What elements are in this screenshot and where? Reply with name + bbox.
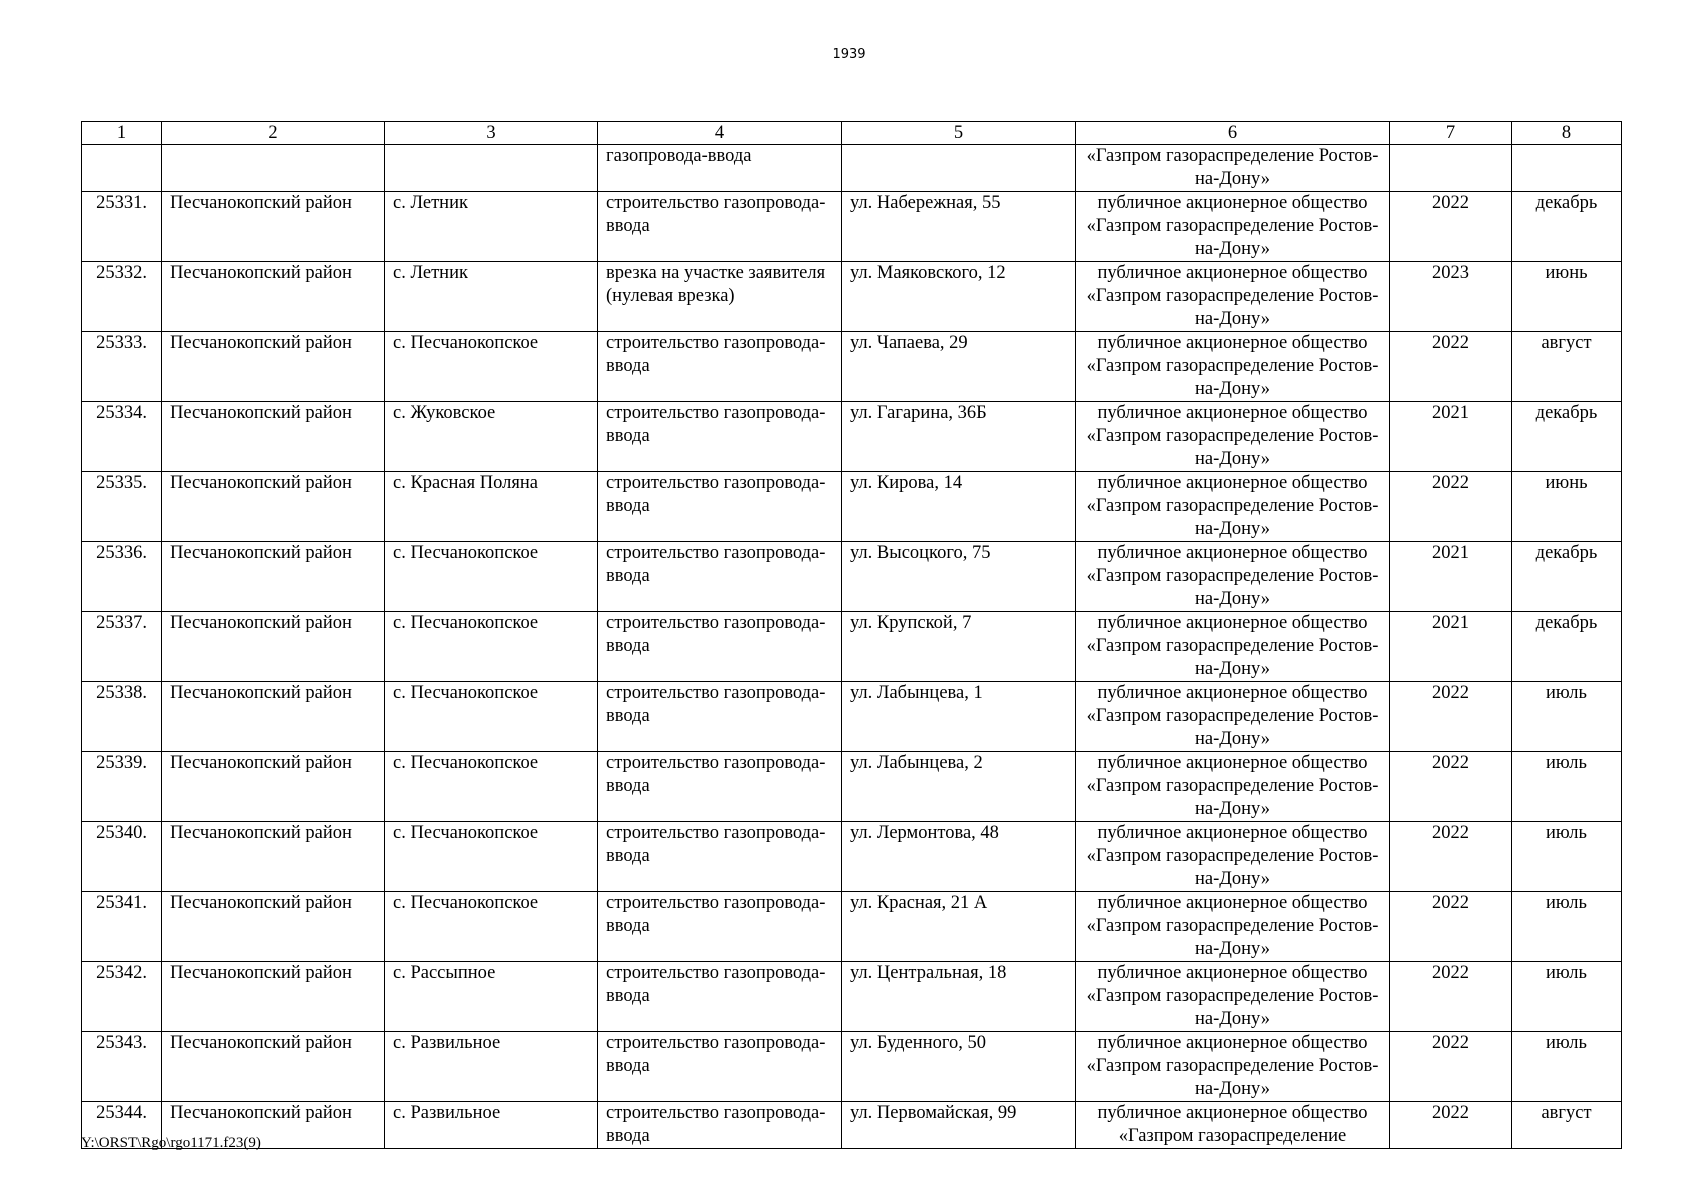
cell-address: ул. Красная, 21 А: [842, 892, 1076, 962]
cell-empty: [385, 145, 598, 192]
cell-locality: с. Рассыпное: [385, 962, 598, 1032]
cell-month: июнь: [1512, 262, 1622, 332]
table-row: [82, 892, 1622, 962]
cell-month: июль: [1512, 962, 1622, 1032]
cell-month: июль: [1512, 1032, 1622, 1102]
cell-number: 25334.: [82, 402, 162, 472]
cell-month: декабрь: [1512, 612, 1622, 682]
cell-year: 2021: [1390, 402, 1512, 472]
table-row: [82, 752, 1622, 822]
footer-file-path: Y:\ORST\Rgo\rgo1171.f23(9): [81, 1135, 261, 1151]
cell-district: Песчанокопский район: [162, 822, 385, 892]
cell-year: 2022: [1390, 332, 1512, 402]
table-row: [82, 192, 1622, 262]
cell-address: ул. Крупской, 7: [842, 612, 1076, 682]
continued-row: [82, 145, 1622, 192]
cell-work: строительство газопровода-ввода: [598, 822, 842, 892]
cell-org: публичное акционерное общество «Газпром газораспределение Ростов-на-Дону»: [1076, 542, 1390, 612]
cell-work: строительство газопровода-ввода: [598, 1032, 842, 1102]
column-header: 7: [1390, 122, 1512, 145]
cell-year: 2022: [1390, 822, 1512, 892]
cell-address: ул. Лабынцева, 2: [842, 752, 1076, 822]
table-row: [82, 1032, 1622, 1102]
cell-work: газопровода-ввода: [598, 145, 842, 192]
cell-org: публичное акционерное общество «Газпром газораспределение Ростов-на-Дону»: [1076, 962, 1390, 1032]
cell-month: июль: [1512, 892, 1622, 962]
cell-year: 2022: [1390, 192, 1512, 262]
gas-connection-table: [81, 121, 1622, 1149]
cell-locality: с. Песчанокопское: [385, 542, 598, 612]
column-header: 2: [162, 122, 385, 145]
table-row: [82, 1102, 1622, 1149]
cell-locality: с. Красная Поляна: [385, 472, 598, 542]
cell-org: публичное акционерное общество «Газпром газораспределение Ростов-на-Дону»: [1076, 402, 1390, 472]
cell-number: 25343.: [82, 1032, 162, 1102]
column-header: 1: [82, 122, 162, 145]
cell-year: 2022: [1390, 472, 1512, 542]
cell-year: 2022: [1390, 962, 1512, 1032]
cell-district: Песчанокопский район: [162, 542, 385, 612]
column-header: 3: [385, 122, 598, 145]
cell-locality: с. Развильное: [385, 1032, 598, 1102]
cell-year: 2021: [1390, 612, 1512, 682]
cell-empty: [162, 145, 385, 192]
table-row: [82, 612, 1622, 682]
column-header: 6: [1076, 122, 1390, 145]
cell-district: Песчанокопский район: [162, 192, 385, 262]
cell-number: 25331.: [82, 192, 162, 262]
cell-month: июль: [1512, 752, 1622, 822]
table-row: [82, 682, 1622, 752]
cell-district: Песчанокопский район: [162, 472, 385, 542]
cell-org: публичное акционерное общество «Газпром газораспределение Ростов-на-Дону»: [1076, 752, 1390, 822]
cell-district: Песчанокопский район: [162, 612, 385, 682]
cell-org: публичное акционерное общество «Газпром газораспределение Ростов-на-Дону»: [1076, 682, 1390, 752]
cell-locality: с. Жуковское: [385, 402, 598, 472]
column-number-row: [82, 122, 1622, 145]
table-row: [82, 332, 1622, 402]
cell-year: 2021: [1390, 542, 1512, 612]
table-row: [82, 822, 1622, 892]
cell-address: ул. Гагарина, 36Б: [842, 402, 1076, 472]
cell-address: ул. Высоцкого, 75: [842, 542, 1076, 612]
cell-locality: с. Песчанокопское: [385, 822, 598, 892]
cell-empty: [82, 145, 162, 192]
cell-month: декабрь: [1512, 542, 1622, 612]
cell-year: 2023: [1390, 262, 1512, 332]
cell-district: Песчанокопский район: [162, 262, 385, 332]
cell-empty: [1512, 145, 1622, 192]
cell-district: Песчанокопский район: [162, 1032, 385, 1102]
cell-number: 25335.: [82, 472, 162, 542]
cell-locality: с. Песчанокопское: [385, 892, 598, 962]
column-header: 5: [842, 122, 1076, 145]
cell-org: «Газпром газораспределение Ростов-на-Дону»: [1076, 145, 1390, 192]
cell-work: строительство газопровода-ввода: [598, 612, 842, 682]
cell-org: публичное акционерное общество «Газпром газораспределение Ростов-на-Дону»: [1076, 892, 1390, 962]
cell-locality: с. Песчанокопское: [385, 332, 598, 402]
cell-district: Песчанокопский район: [162, 402, 385, 472]
cell-number: 25344.: [82, 1102, 162, 1149]
cell-work: строительство газопровода-ввода: [598, 1102, 842, 1149]
cell-empty: [1390, 145, 1512, 192]
cell-org: публичное акционерное общество «Газпром газораспределение Ростов-на-Дону»: [1076, 612, 1390, 682]
cell-address: ул. Буденного, 50: [842, 1032, 1076, 1102]
cell-month: июль: [1512, 822, 1622, 892]
cell-address: ул. Чапаева, 29: [842, 332, 1076, 402]
cell-address: ул. Набережная, 55: [842, 192, 1076, 262]
cell-district: Песчанокопский район: [162, 1102, 385, 1149]
cell-empty: [842, 145, 1076, 192]
cell-org: публичное акционерное общество «Газпром газораспределение Ростов-на-Дону»: [1076, 1032, 1390, 1102]
cell-locality: с. Развильное: [385, 1102, 598, 1149]
table-row: [82, 962, 1622, 1032]
cell-address: ул. Лермонтова, 48: [842, 822, 1076, 892]
cell-month: август: [1512, 332, 1622, 402]
cell-address: ул. Кирова, 14: [842, 472, 1076, 542]
cell-month: июль: [1512, 682, 1622, 752]
cell-org: публичное акционерное общество «Газпром газораспределение Ростов-на-Дону»: [1076, 262, 1390, 332]
cell-work: врезка на участке заявителя (нулевая врезка): [598, 262, 842, 332]
cell-district: Песчанокопский район: [162, 682, 385, 752]
cell-work: строительство газопровода-ввода: [598, 472, 842, 542]
cell-district: Песчанокопский район: [162, 962, 385, 1032]
cell-org: публичное акционерное общество «Газпром газораспределение Ростов-на-Дону»: [1076, 192, 1390, 262]
cell-address: ул. Лабынцева, 1: [842, 682, 1076, 752]
cell-locality: с. Песчанокопское: [385, 612, 598, 682]
cell-work: строительство газопровода-ввода: [598, 332, 842, 402]
cell-work: строительство газопровода-ввода: [598, 542, 842, 612]
cell-number: 25338.: [82, 682, 162, 752]
cell-address: ул. Маяковского, 12: [842, 262, 1076, 332]
cell-org: публичное акционерное общество «Газпром газораспределение Ростов-на-Дону»: [1076, 472, 1390, 542]
cell-locality: с. Летник: [385, 262, 598, 332]
cell-work: строительство газопровода-ввода: [598, 402, 842, 472]
page-number: 1939: [832, 47, 866, 62]
cell-work: строительство газопровода-ввода: [598, 892, 842, 962]
cell-month: август: [1512, 1102, 1622, 1149]
cell-month: декабрь: [1512, 192, 1622, 262]
cell-number: 25332.: [82, 262, 162, 332]
cell-year: 2022: [1390, 1032, 1512, 1102]
column-header: 8: [1512, 122, 1622, 145]
cell-work: строительство газопровода-ввода: [598, 962, 842, 1032]
cell-district: Песчанокопский район: [162, 752, 385, 822]
cell-district: Песчанокопский район: [162, 332, 385, 402]
column-header: 4: [598, 122, 842, 145]
cell-year: 2022: [1390, 892, 1512, 962]
cell-address: ул. Центральная, 18: [842, 962, 1076, 1032]
cell-locality: с. Песчанокопское: [385, 752, 598, 822]
cell-number: 25342.: [82, 962, 162, 1032]
cell-locality: с. Летник: [385, 192, 598, 262]
cell-number: 25337.: [82, 612, 162, 682]
cell-work: строительство газопровода-ввода: [598, 752, 842, 822]
cell-org: публичное акционерное общество «Газпром газораспределение Ростов-на-Дону»: [1076, 332, 1390, 402]
cell-locality: с. Песчанокопское: [385, 682, 598, 752]
cell-number: 25336.: [82, 542, 162, 612]
table-row: [82, 402, 1622, 472]
cell-number: 25339.: [82, 752, 162, 822]
cell-number: 25341.: [82, 892, 162, 962]
cell-number: 25333.: [82, 332, 162, 402]
table-row: [82, 262, 1622, 332]
cell-year: 2022: [1390, 682, 1512, 752]
cell-work: строительство газопровода-ввода: [598, 682, 842, 752]
cell-number: 25340.: [82, 822, 162, 892]
table-row: [82, 472, 1622, 542]
cell-district: Песчанокопский район: [162, 892, 385, 962]
cell-address: ул. Первомайская, 99: [842, 1102, 1076, 1149]
cell-org: публичное акционерное общество «Газпром газораспределение: [1076, 1102, 1390, 1149]
cell-org: публичное акционерное общество «Газпром газораспределение Ростов-на-Дону»: [1076, 822, 1390, 892]
cell-year: 2022: [1390, 752, 1512, 822]
cell-year: 2022: [1390, 1102, 1512, 1149]
cell-work: строительство газопровода-ввода: [598, 192, 842, 262]
cell-month: декабрь: [1512, 402, 1622, 472]
cell-month: июнь: [1512, 472, 1622, 542]
table-row: [82, 542, 1622, 612]
